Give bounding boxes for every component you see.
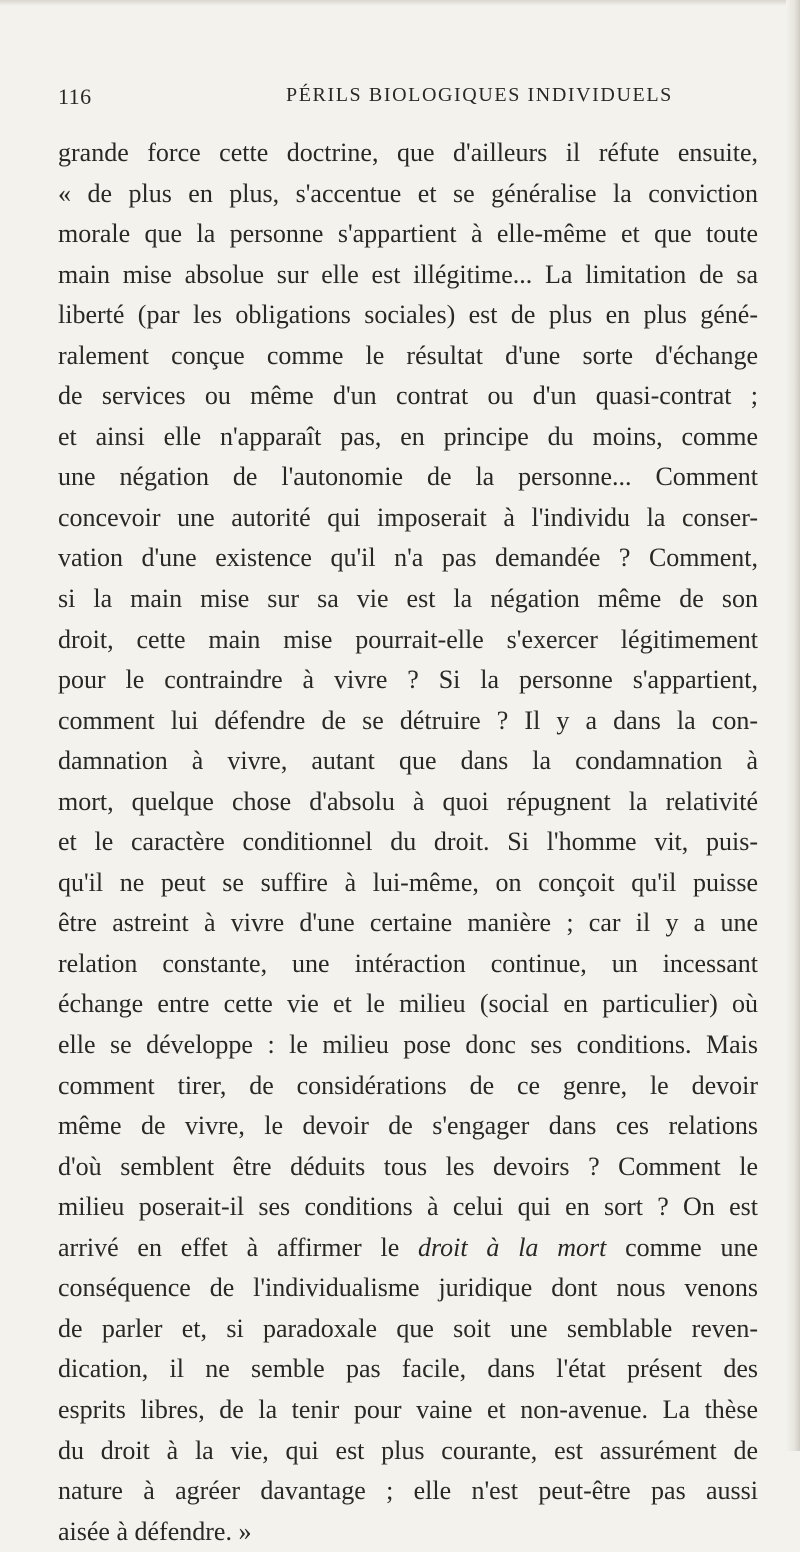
page-number: 116 (58, 84, 92, 109)
text-line: elle se développe : le milieu pose donc ses conditions. Mais (58, 1030, 758, 1060)
text-line-final: aisée à défendre. » (58, 1516, 252, 1546)
text-line: grande force cette doctrine, que d'ailleurs il réfute ensuite, (58, 138, 758, 167)
text-line: une négation de l'autonomie de la personne... Comment (58, 462, 758, 492)
text-line: si la main mise sur sa vie est la négation même de son (58, 584, 758, 614)
text-line: vation d'une existence qu'il n'a pas demandée ? Comment, (58, 543, 758, 573)
page-right-edge (786, 0, 800, 1451)
text-line: mort, quelque chose d'absolu à quoi répugnent la relativité (58, 786, 758, 816)
text-line: du droit à la vie, qui est plus courante, est assurément de (58, 1435, 758, 1465)
running-title: PÉRILS BIOLOGIQUES INDIVIDUELS (286, 84, 673, 106)
text-line: et le caractère conditionnel du droit. Si l'homme vit, puis- (58, 827, 758, 857)
text-line: milieu poserait-il ses conditions à celui qui en sort ? On est (58, 1192, 758, 1222)
text-line: morale que la personne s'appartient à elle-même et que toute (58, 219, 758, 249)
text-line: comment tirer, de considérations de ce genre, le devoir (58, 1070, 758, 1100)
text-line: pour le contraindre à vivre ? Si la personne s'appartient, (58, 665, 758, 695)
text-line: être astreint à vivre d'une certaine manière ; car il y a une (58, 908, 758, 938)
text-line-emphasis (58, 1228, 758, 1269)
text-line: damnation à vivre, autant que dans la condamnation à (58, 746, 758, 776)
page-top-edge (0, 0, 800, 6)
body-paragraph (58, 133, 758, 1552)
text-line: concevoir une autorité qui imposerait à l'individu la conser- (58, 502, 758, 532)
page-header (58, 84, 758, 116)
text-line: et ainsi elle n'apparaît pas, en principe du moins, comme (58, 421, 758, 451)
text-line: qu'il ne peut se suffire à lui-même, on conçoit qu'il puisse (58, 867, 758, 897)
text-line: « de plus en plus, s'accentue et se généralise la conviction (58, 178, 758, 208)
italic-phrase-droit-a-la-mort: droit à la mort (418, 1232, 607, 1262)
text-line: même de vivre, le devoir de s'engager dans ces relations (58, 1111, 758, 1141)
text-line: esprits libres, de la tenir pour vaine et non-avenue. La thèse (58, 1394, 758, 1424)
text-line: droit, cette main mise pourrait-elle s'exercer légitimement (58, 624, 758, 654)
text-line: relation constante, une intéraction continue, un incessant (58, 948, 758, 978)
text-line: conséquence de l'individualisme juridique dont nous venons (58, 1273, 758, 1303)
text-line: main mise absolue sur elle est illégitime... La limitation de sa (58, 259, 758, 289)
text-line: de parler et, si paradoxale que soit une semblable reven- (58, 1313, 758, 1343)
text-line: ralement conçue comme le résultat d'une sorte d'échange (58, 340, 758, 370)
text-line: de services ou même d'un contrat ou d'un quasi-contrat ; (58, 381, 758, 411)
text-line: nature à agréer davantage ; elle n'est peut-être pas aussi (58, 1476, 758, 1506)
text-segment: arrivé en effet à affirmer le (58, 1232, 419, 1262)
text-line: liberté (par les obligations sociales) est de plus en plus géné- (58, 300, 758, 330)
text-line: d'où semblent être déduits tous les devoirs ? Comment le (58, 1151, 758, 1181)
text-line: dication, il ne semble pas facile, dans l'état présent des (58, 1354, 758, 1384)
text-segment: comme une (606, 1232, 758, 1262)
text-line: comment lui défendre de se détruire ? Il y a dans la con- (58, 705, 758, 735)
text-line: échange entre cette vie et le milieu (social en particulier) où (58, 989, 758, 1019)
